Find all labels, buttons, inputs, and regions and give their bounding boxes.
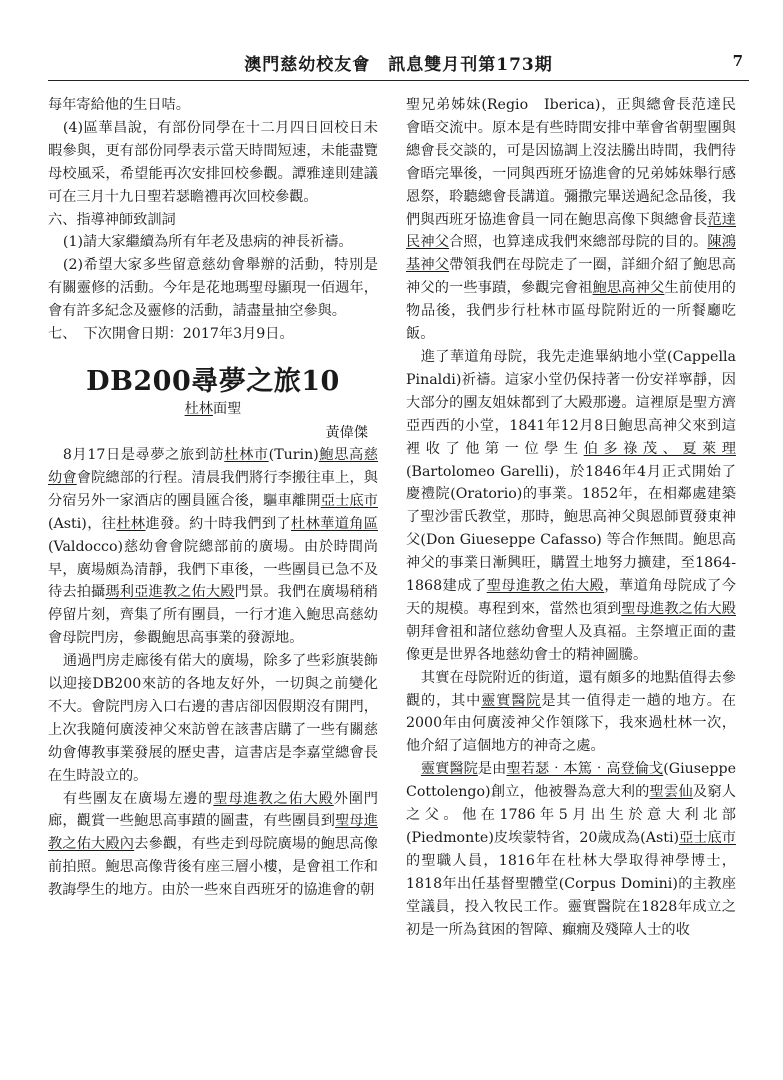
underlined-name: 陳鴻基神父: [406, 234, 736, 274]
underlined-name: 靈實醫院: [420, 761, 478, 778]
text: 及窮人之父。他在1786年5月出生於意大利北部(Piedmonte)皮埃蒙特省，20歲成為(Asti): [406, 784, 736, 846]
paragraph: (1)請大家繼續為所有年老及患病的神長祈禱。: [62, 234, 353, 251]
underlined-name: 杜林華道角區: [291, 515, 378, 532]
underlined-name: 鮑思高神父: [592, 280, 665, 297]
underlined-name: 范達民神父: [406, 211, 736, 251]
subtitle-text: 面聖: [213, 400, 242, 417]
underlined-name: 瑪利亞進教之佑大殿: [105, 584, 235, 601]
text: 朝拜會祖和諸位慈幼會聖人及真福。主祭壇正面的畫像更是世界各地慈幼會士的精神圖騰。: [406, 623, 736, 663]
paragraph: [406, 667, 736, 759]
underlined-name: 聖母進教之佑大殿: [486, 578, 605, 595]
text: 門景。我們在廣場稍稍停留片刻，齊集了所有團員，一行才進入鮑思高慈幼會母院門房，參觀鮑思高事業的發源地。: [48, 584, 378, 647]
underlined-name: 伯多祿茂、夏萊理: [583, 440, 736, 457]
text: 聖兄弟姊妹(Regio Iberica)，正與總會長范達民會晤交流中。原本是有些時間安排中華會省朝聖團與總會長交談的，可是因協調上沒法騰出時間，我們待會晤完畢後，一同與西班牙協進會的兄弟姊妹舉行感恩祭，聆聽總會長講道。彌撒完畢送過紀念品後，我們與西班牙協進會員一同在鮑思高像下與總會長: [406, 97, 736, 228]
underlined-name: 鮑思高慈幼會: [48, 446, 378, 486]
place-name: 杜林: [184, 400, 213, 417]
text: 會院總部的行程。清晨我們將行李搬往車上，與分宿另外一家酒店的團員匯合後，驅車離開: [48, 469, 378, 509]
text: (Valdocco)慈幼會會院總部前的廣場。由於時間尚早，廣場頗為清靜，我們下車後，一些團員已急不及待去拍攝: [48, 538, 378, 601]
underlined-name: 聖母進教之佑大殿: [621, 600, 736, 617]
paragraph: [48, 444, 378, 650]
page-header: [48, 44, 749, 81]
text: 外圍門廊，觀賞一些鮑思高事蹟的圖畫，有些團員到: [48, 790, 378, 830]
text: 生前使用的物品後，我們步行杜林市區母院附近的一所餐廳吃飯。: [406, 280, 736, 343]
text: 8月17日是尋夢之旅到訪: [62, 446, 225, 463]
right-column: [406, 94, 751, 942]
author: 黃偉傑: [325, 424, 368, 441]
underlined-name: 聖母進教之佑大殿內: [48, 813, 378, 853]
paragraph: 通過門房走廊後有偌大的廣場，除多了些彩旗裝飾以迎接DB200來訪的各地友好外，一切與之前變化不大。會院門房入口右邊的書店卻因假期沒有開門，上次我隨何廣淩神父來訪曾在該書店購了一些有關慈幼會傳教事業發展的歷史書，這書店是李嘉堂總會長在生時設立的。: [48, 653, 378, 784]
paragraph: (4)區華昌說，有部份同學在十二月四日回校日未暇參與，更有部份同學表示當天時間短速，未能盡覽母校風采，希望能再次安排回校參觀。譚雅達則建議可在三月十九日聖若瑟瞻禮再次回校參觀。: [48, 119, 378, 205]
text: 有些團友在廣場左邊的: [62, 790, 214, 807]
paragraph: [406, 758, 751, 941]
text: 合照，也算達成我們來總部母院的目的。: [449, 234, 708, 251]
underlined-name: 聖雲仙: [649, 784, 693, 801]
underlined-name: 聖若瑟‧本篤‧高登倫戈: [506, 761, 664, 778]
text: (Bartolomeo Garelli)，於1846年4月正式開始了慶禮院(Oratorio)的事業。1852年，在相鄰處建築了聖沙雷氏教堂，那時，鮑思高神父與恩師賈發東神父(Don Giueseppe Cafasso) 等合作無間。鮑思高神父的事業日漸興旺，購置土地努力擴建，至1864-1868建成了: [406, 463, 736, 595]
paragraph: 每年寄給他的生日咭。: [48, 97, 190, 113]
underlined-name: 靈實醫院: [481, 692, 542, 709]
underlined-name: 杜林: [116, 515, 146, 532]
text: 是其一值得走一趟的地方。在2000年由何廣淩神父作領隊下，我來過杜林一次，他介紹了這個地方的神奇之處。: [406, 692, 736, 755]
underlined-name: 聖母進教之佑大殿: [213, 790, 334, 807]
text: 去參觀，有些走到母院廣場的鮑思高像前拍照。鮑思高像背後有座三層小樓，是會祖工作和教誨學生的地方。由於一些來自西班牙的協進會的朝: [48, 836, 378, 899]
text: 帶領我們在母院走了一圈，詳細介紹了鮑思高神父的一些事蹟，參觀完會祖: [406, 257, 736, 297]
text: (Asti)，往: [48, 515, 117, 532]
text: 是由: [477, 761, 507, 778]
article-subtitle: [48, 398, 378, 420]
article-title: DB200尋夢之旅10: [86, 365, 340, 397]
paragraph: [48, 788, 378, 903]
text: 進發。約十時我們到了: [145, 515, 292, 532]
page-number: 7: [732, 52, 743, 70]
text: 進了華道角母院，我先走進畢納地小堂(Cappella Pinaldi)祈禱。這家小堂仍保持著一份安祥寧靜，因大部分的團友姐妹都到了大殿那邊。這裡原是聖方濟亞西西的小堂，1841年12月8日鮑思高神父來到這裡收了他第一位學生: [406, 348, 751, 457]
underlined-name: 杜林市: [224, 446, 269, 463]
text: 其實在母院附近的街道，還有頗多的地點值得去參觀的，其中: [406, 669, 736, 709]
text: (Giuseppe Cottolengo)創立，他被譽為意大利的: [406, 761, 751, 801]
section-heading: 六、指導神師致訓詞: [48, 211, 176, 228]
left-column: [48, 94, 378, 902]
paragraph: [406, 346, 751, 667]
text: (Turin): [268, 446, 319, 463]
section-heading: 七、 下次開會日期：2017年3月9日。: [48, 326, 294, 343]
paragraph: (2)希望大家多些留意慈幼會舉辦的活動，特別是有關靈修的活動。今年是花地瑪聖母顯現一佰週年，會有許多紀念及靈修的活動，請盡量抽空參與。: [48, 257, 378, 320]
underlined-name: 亞士底市: [679, 830, 736, 846]
underlined-name: 亞士底市: [320, 492, 378, 509]
paragraph: [406, 94, 736, 346]
text: 的聖職人員，1816年在杜林大學取得神學博士，1818年出任基督聖體堂(Corpus Domini)的主教座堂議員，投入牧民工作。靈實醫院在1828年成立之初是一所為貧困的智障、癲癇及殘障人士的收: [406, 852, 736, 938]
text: ，華道角母院成了今天的規模。專程到來，當然也須到: [406, 578, 736, 617]
newsletter-title: 澳門慈幼校友會 訊息雙月刊第173期: [244, 55, 553, 75]
